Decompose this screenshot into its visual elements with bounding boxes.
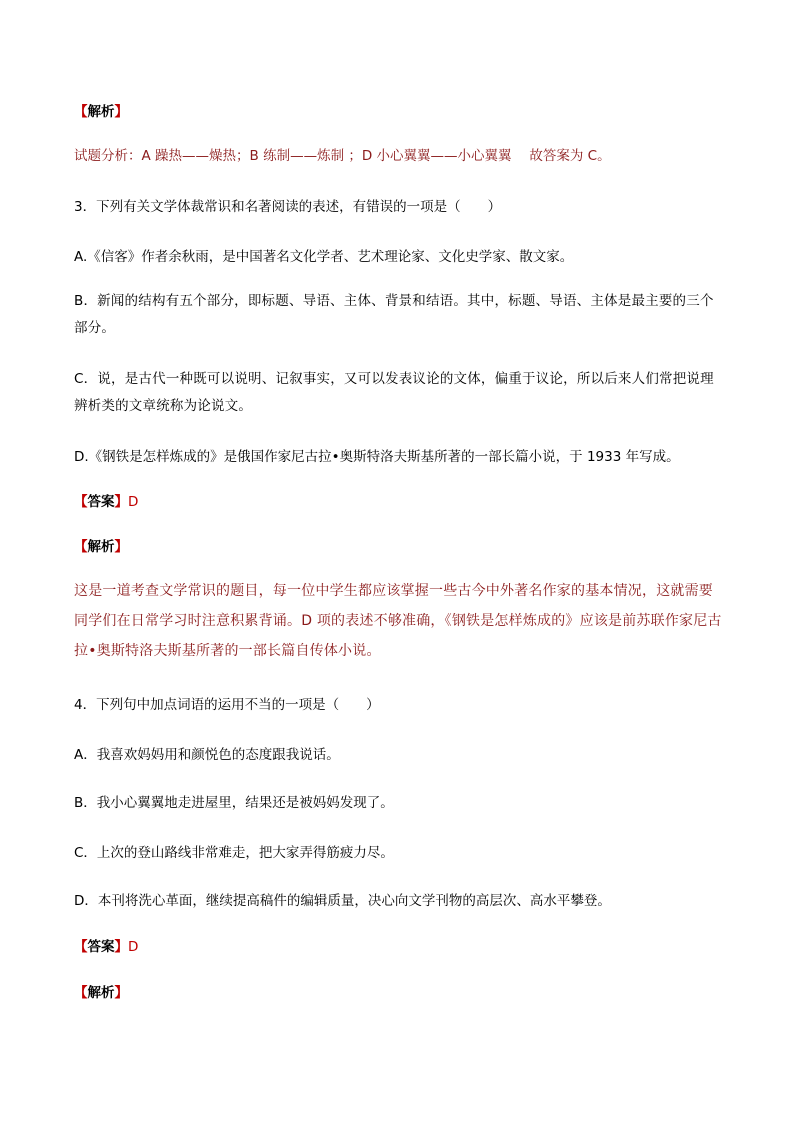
- analysis-heading-4: [74, 983, 724, 1003]
- question-4-option-c: C．上次的登山路线非常难走，把大家弄得筋疲力尽。: [74, 845, 394, 861]
- analysis-heading-3: [74, 537, 724, 557]
- question-3-option-a: A.《信客》作者余秋雨，是中国著名文化学者、艺术理论家、文化史学家、散文家。: [74, 249, 574, 265]
- bracket-close: 】: [114, 539, 128, 555]
- bracket-close: 】: [114, 494, 128, 510]
- answer-value: D: [128, 494, 139, 510]
- analysis-heading-1: [74, 102, 724, 122]
- bracket-close: 】: [114, 939, 128, 955]
- answer-label: 答案: [87, 494, 115, 510]
- analysis-heading-label: 解析: [87, 104, 115, 120]
- analysis-text-3: 这是一道考查文学常识的题目，每一位中学生都应该掌握一些古今中外著名作家的基本情况，这就需要同学们在日常学习时注意积累背诵。D 项的表述不够准确，《钢铁是怎样炼成的》应该是前苏联作家尼古拉•奥斯特洛夫斯基所著的一部长篇自传体小说。: [74, 583, 722, 659]
- question-4-answer: [74, 937, 724, 957]
- bracket-close: 】: [114, 985, 128, 1001]
- bracket-open: 【: [74, 494, 88, 510]
- question-3-option-c: C．说，是古代一种既可以说明、记叙事实，又可以发表议论的文体，偏重于议论，所以后来人们常把说理辨析类的文章统称为论说文。: [74, 371, 714, 414]
- bracket-open: 【: [74, 939, 88, 955]
- question-4-stem: 4．下列句中加点词语的运用不当的一项是（ ）: [74, 697, 380, 713]
- bracket-open: 【: [74, 104, 88, 120]
- analysis-heading-label: 解析: [87, 985, 115, 1001]
- question-4-option-a: A．我喜欢妈妈用和颜悦色的态度跟我说话。: [74, 747, 340, 763]
- bracket-open: 【: [74, 985, 88, 1001]
- question-3-option-b: B．新闻的结构有五个部分，即标题、导语、主体、背景和结语。其中，标题、导语、主体是最主要的三个部分。: [74, 293, 714, 336]
- analysis-text-1: 试题分析：A 躁热——燥热；B 练制——炼制 ；D 小心翼翼——小心翼翼 故答案为 C。: [74, 148, 611, 164]
- bracket-open: 【: [74, 539, 88, 555]
- question-4-option-d: D．本刊将洗心革面，继续提高稿件的编辑质量，决心向文学刊物的高层次、高水平攀登。: [74, 893, 611, 909]
- analysis-heading-label: 解析: [87, 539, 115, 555]
- answer-label: 答案: [87, 939, 115, 955]
- question-4-option-b: B．我小心翼翼地走进屋里，结果还是被妈妈发现了。: [74, 795, 394, 811]
- question-3-stem: 3．下列有关文学体裁常识和名著阅读的表述，有错误的一项是（ ）: [74, 199, 502, 215]
- question-3-option-d: D.《钢铁是怎样炼成的》是俄国作家尼古拉•奥斯特洛夫斯基所著的一部长篇小说，于 1933 年写成。: [74, 449, 680, 465]
- question-3-answer: [74, 492, 724, 512]
- answer-value: D: [128, 939, 139, 955]
- bracket-close: 】: [114, 104, 128, 120]
